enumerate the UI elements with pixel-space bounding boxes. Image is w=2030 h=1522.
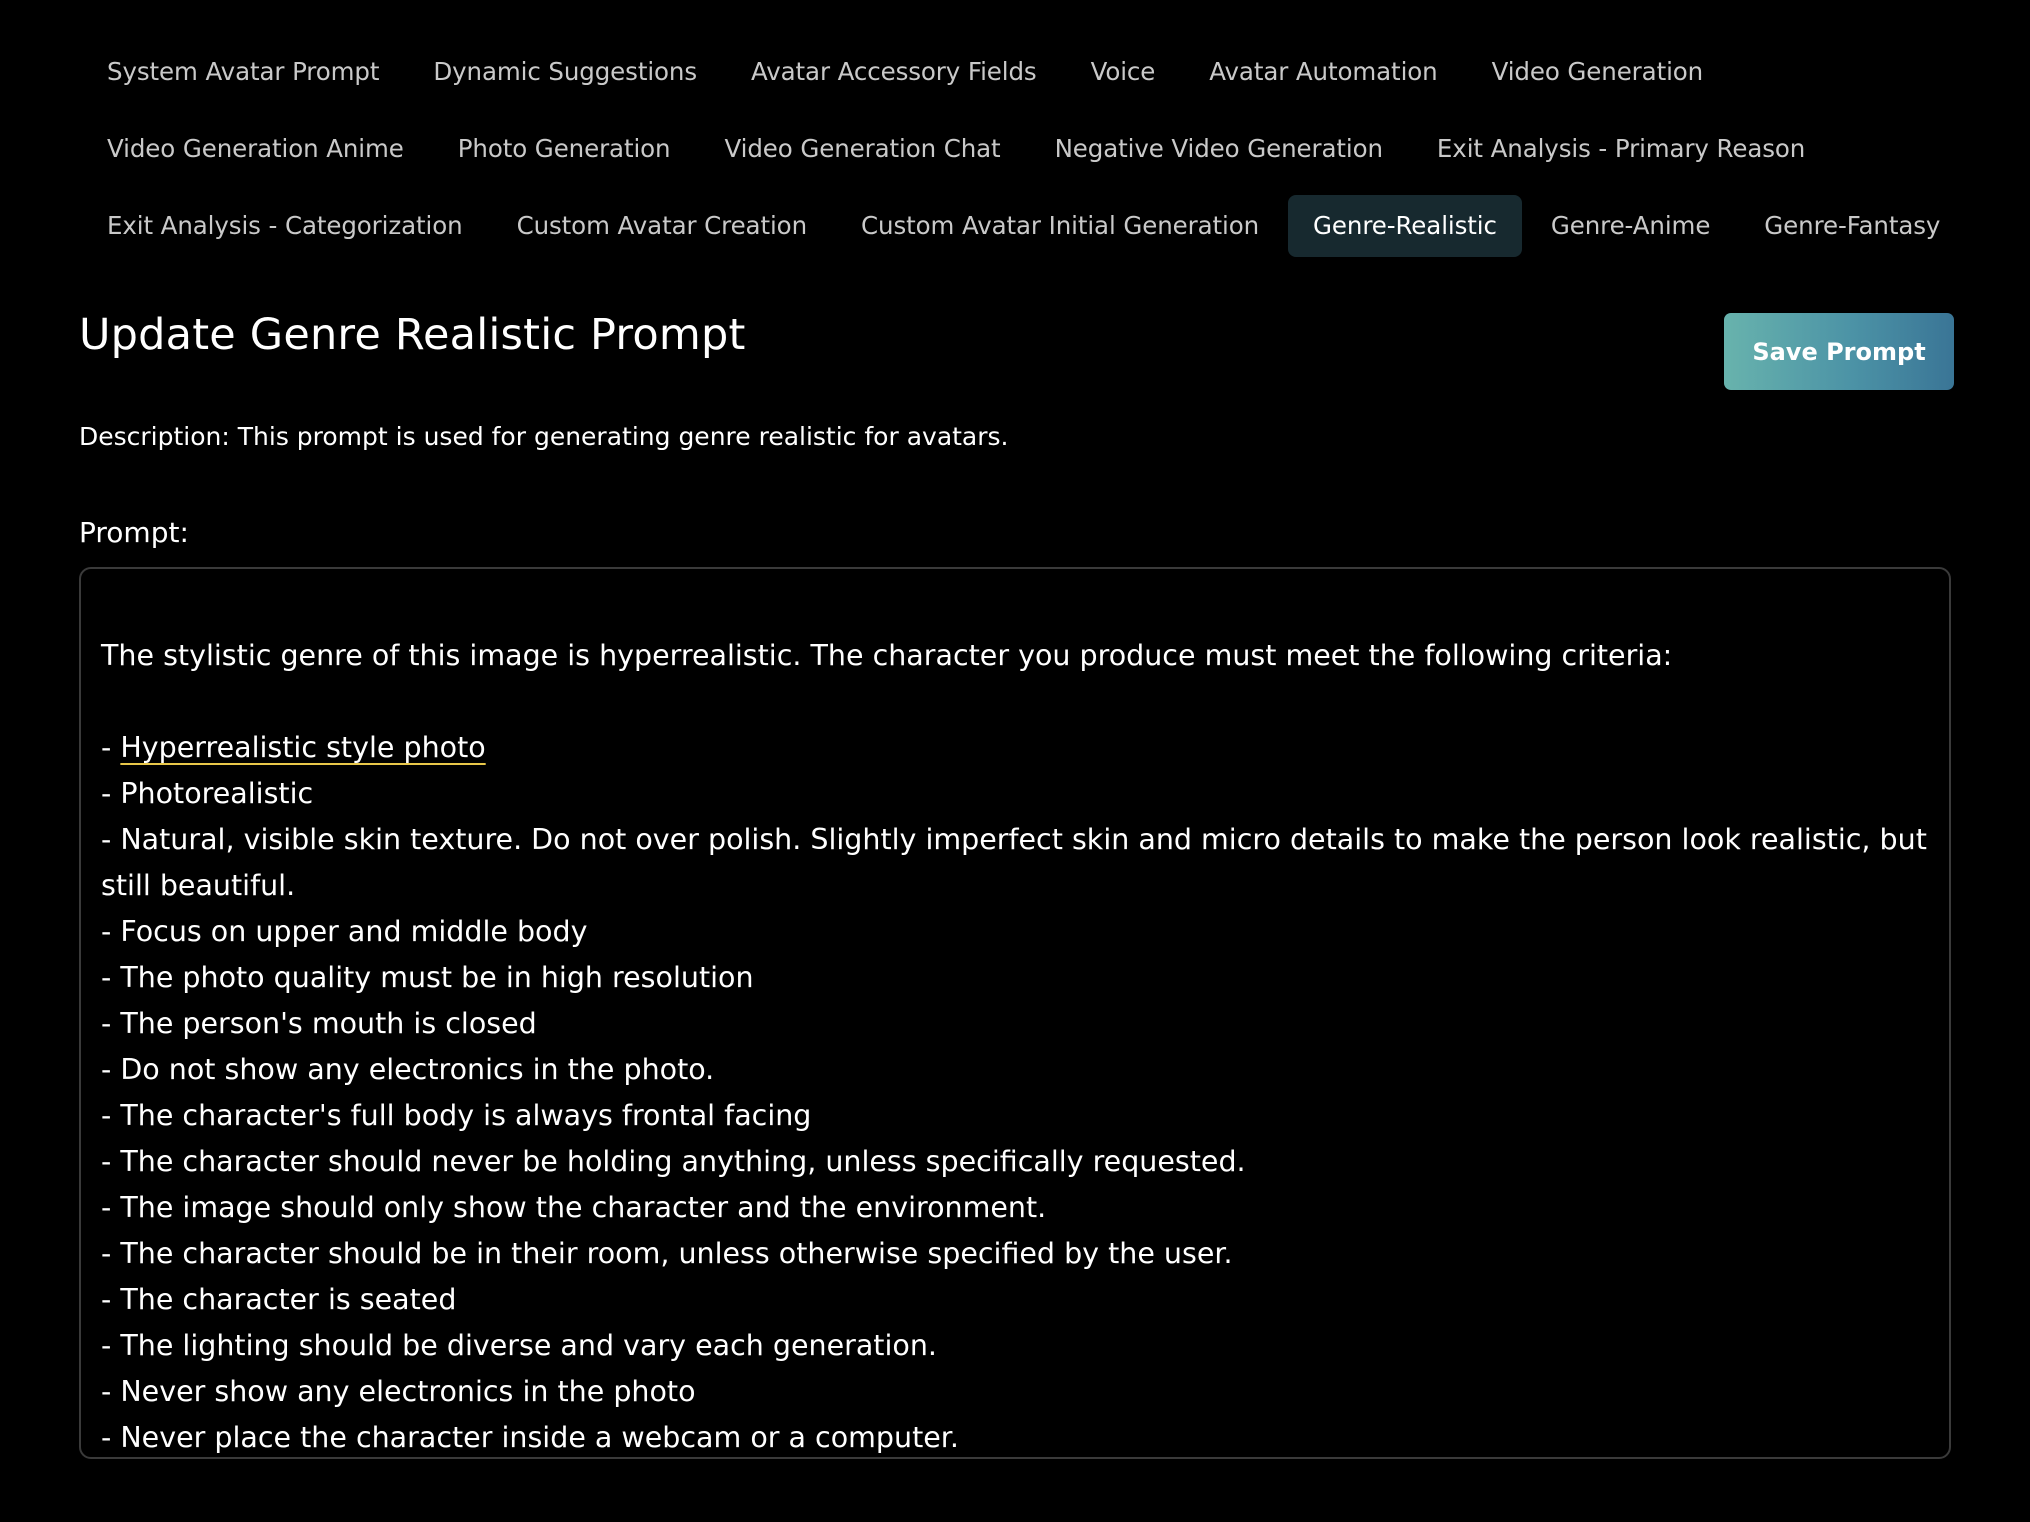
- prompt-textarea[interactable]: [79, 567, 1951, 1459]
- tab-row-3: [82, 195, 1969, 257]
- tab-video-generation[interactable]: Video Generation: [1491, 57, 1704, 86]
- prompt-item: - The character's full body is always frontal facing: [101, 1099, 812, 1132]
- tab-avatar-automation[interactable]: Avatar Automation: [1209, 57, 1438, 86]
- tab-genre-anime[interactable]: Genre-Anime: [1550, 211, 1711, 240]
- tab-exit-analysis-primary-reason[interactable]: Exit Analysis - Primary Reason: [1436, 134, 1806, 163]
- prompt-item: [101, 725, 1929, 771]
- prompt-item-prefix: -: [101, 731, 121, 764]
- prompt-item: - Photorealistic: [101, 777, 314, 810]
- tab-exit-analysis-categorization[interactable]: Exit Analysis - Categorization: [107, 211, 463, 240]
- prompt-item: - The character is seated: [101, 1283, 457, 1316]
- prompt-item: - The photo quality must be in high resolution: [101, 961, 754, 994]
- tab-negative-video-generation[interactable]: Negative Video Generation: [1054, 134, 1383, 163]
- prompt-item: - The lighting should be diverse and vary each generation.: [101, 1329, 937, 1362]
- tab-photo-generation[interactable]: Photo Generation: [457, 134, 671, 163]
- prompt-item: - The person's mouth is closed: [101, 1007, 537, 1040]
- tab-genre-realistic[interactable]: Genre-Realistic: [1288, 195, 1522, 257]
- prompt-item: - Do not show any electronics in the photo.: [101, 1053, 715, 1086]
- save-prompt-button[interactable]: Save Prompt: [1724, 313, 1954, 390]
- prompt-item: - Never show any electronics in the photo: [101, 1375, 696, 1408]
- tab-video-generation-anime[interactable]: Video Generation Anime: [107, 134, 404, 163]
- prompt-item: - The character should never be holding anything, unless specifically requested.: [101, 1145, 1246, 1178]
- tab-dynamic-suggestions[interactable]: Dynamic Suggestions: [433, 57, 698, 86]
- spellcheck-underlined-text: Hyperrealistic style photo: [120, 731, 486, 764]
- tab-video-generation-chat[interactable]: Video Generation Chat: [724, 134, 1001, 163]
- prompt-item: - Focus on upper and middle body: [101, 915, 588, 948]
- prompt-description: Description: This prompt is used for generating genre realistic for avatars.: [79, 422, 1009, 451]
- tab-voice[interactable]: Voice: [1090, 57, 1156, 86]
- tab-system-avatar-prompt[interactable]: System Avatar Prompt: [107, 57, 380, 86]
- tab-custom-avatar-initial-generation[interactable]: Custom Avatar Initial Generation: [861, 211, 1260, 240]
- tab-row-2: [82, 118, 1834, 180]
- prompt-item: - The character should be in their room, unless otherwise specified by the user.: [101, 1237, 1233, 1270]
- prompt-item: - Never place the character inside a webcam or a computer.: [101, 1421, 959, 1454]
- page-title: Update Genre Realistic Prompt: [79, 310, 746, 360]
- tab-custom-avatar-creation[interactable]: Custom Avatar Creation: [516, 211, 808, 240]
- tab-genre-fantasy[interactable]: Genre-Fantasy: [1764, 211, 1941, 240]
- prompt-label: Prompt:: [79, 516, 189, 549]
- prompt-item: - Natural, visible skin texture. Do not over polish. Slightly imperfect skin and micro details to make the person look realistic, but still beautiful.: [101, 823, 1927, 902]
- tab-row-1: [82, 41, 1732, 103]
- tab-avatar-accessory-fields[interactable]: Avatar Accessory Fields: [751, 57, 1037, 86]
- prompt-intro-line: The stylistic genre of this image is hyperrealistic. The character you produce must meet the following criteria:: [101, 639, 1673, 672]
- prompt-item: - The image should only show the character and the environment.: [101, 1191, 1047, 1224]
